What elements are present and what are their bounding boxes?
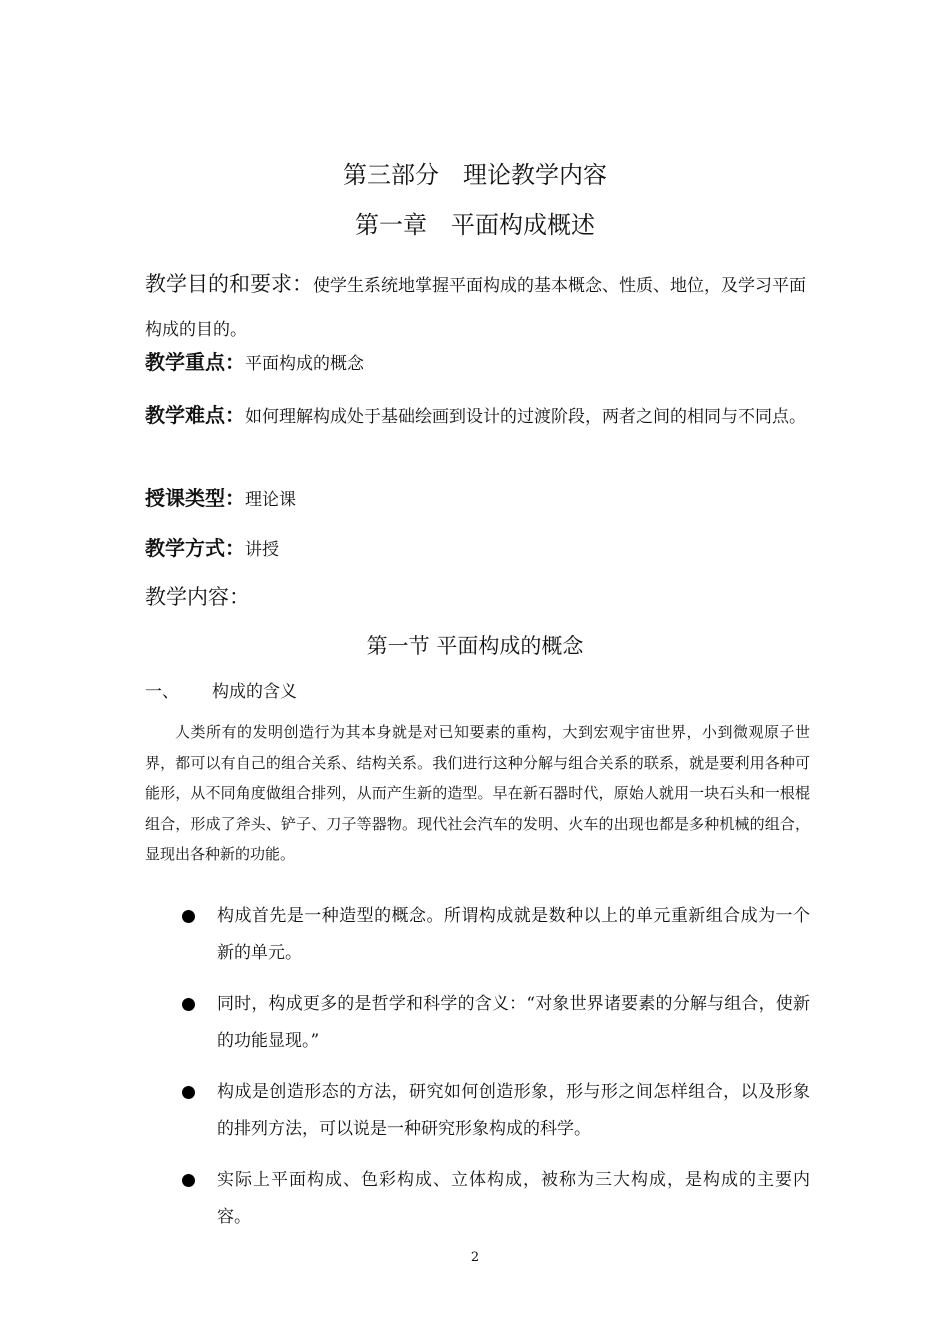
bullet-item: [180, 1162, 810, 1236]
course-type: [145, 481, 810, 517]
subsection-title: 构成的含义: [212, 682, 297, 702]
bullet-item: [180, 898, 810, 972]
course-type-label: 授课类型：: [145, 486, 245, 510]
bullet-text: 构成首先是一种造型的概念。所谓构成就是数种以上的单元重新组合成为一个新的单元。: [217, 906, 810, 963]
bullet-text: 实际上平面构成、色彩构成、立体构成，被称为三大构成，是构成的主要内容。: [217, 1170, 810, 1227]
bullet-item: [180, 986, 810, 1060]
teaching-focus-label: 教学重点：: [145, 350, 245, 374]
bullet-dot-icon: [182, 1174, 195, 1187]
teaching-method-label: 教学方式：: [145, 536, 245, 560]
bullet-text: 构成是创造形态的方法，研究如何创造形象，形与形之间怎样组合，以及形象的排列方法，可以说是一种研究形象构成的科学。: [217, 1082, 810, 1139]
bullet-dot-icon: [182, 910, 195, 923]
teaching-method: [145, 531, 810, 567]
bullet-text: 同时，构成更多的是哲学和科学的含义：“对象世界诸要素的分解与组合，使新的功能显现。”: [217, 994, 810, 1051]
section-title: 第一节 平面构成的概念: [366, 634, 584, 658]
subsection-number: 一、: [145, 682, 179, 702]
part-title: 第三部分 理论教学内容: [343, 161, 607, 189]
bullet-list: [180, 898, 810, 1250]
teaching-focus: [145, 345, 810, 381]
chapter-title: 第一章 平面构成概述: [355, 211, 595, 239]
teaching-difficulty: [145, 393, 810, 439]
page-number: 2: [470, 1250, 480, 1265]
teaching-objective-text: 使学生系统地掌握平面构成的基本概念、性质、地位，及学习平面构成的目的。: [145, 276, 806, 340]
teaching-content-label: 教学内容：: [145, 585, 250, 609]
teaching-focus-text: 平面构成的概念: [245, 354, 364, 374]
bullet-item: [180, 1074, 810, 1148]
bullet-dot-icon: [182, 998, 195, 1011]
teaching-difficulty-text: 如何理解构成处于基础绘画到设计的过渡阶段，两者之间的相同与不同点。: [245, 407, 806, 427]
teaching-objective: [145, 262, 810, 352]
subsection-heading: [145, 678, 297, 706]
course-type-text: 理论课: [245, 490, 296, 510]
teaching-objective-label: 教学目的和要求：: [145, 272, 313, 296]
body-paragraph: 人类所有的发明创造行为其本身就是对已知要素的重构，大到宏观宇宙世界，小到微观原子世界，都可以有自己的组合关系、结构关系。我们进行这种分解与组合关系的联系，就是要利用各种可能形，从不同角度做组合排列，从而产生新的造型。早在新石器时代，原始人就用一块石头和一根棍组合，形成了斧头、铲子、刀子等器物。现代社会汽车的发明、火车的出现也都是多种机械的组合，显现出各种新的功能。: [145, 723, 810, 863]
teaching-method-text: 讲授: [245, 540, 279, 560]
teaching-difficulty-label: 教学难点：: [145, 403, 245, 427]
bullet-dot-icon: [182, 1086, 195, 1099]
